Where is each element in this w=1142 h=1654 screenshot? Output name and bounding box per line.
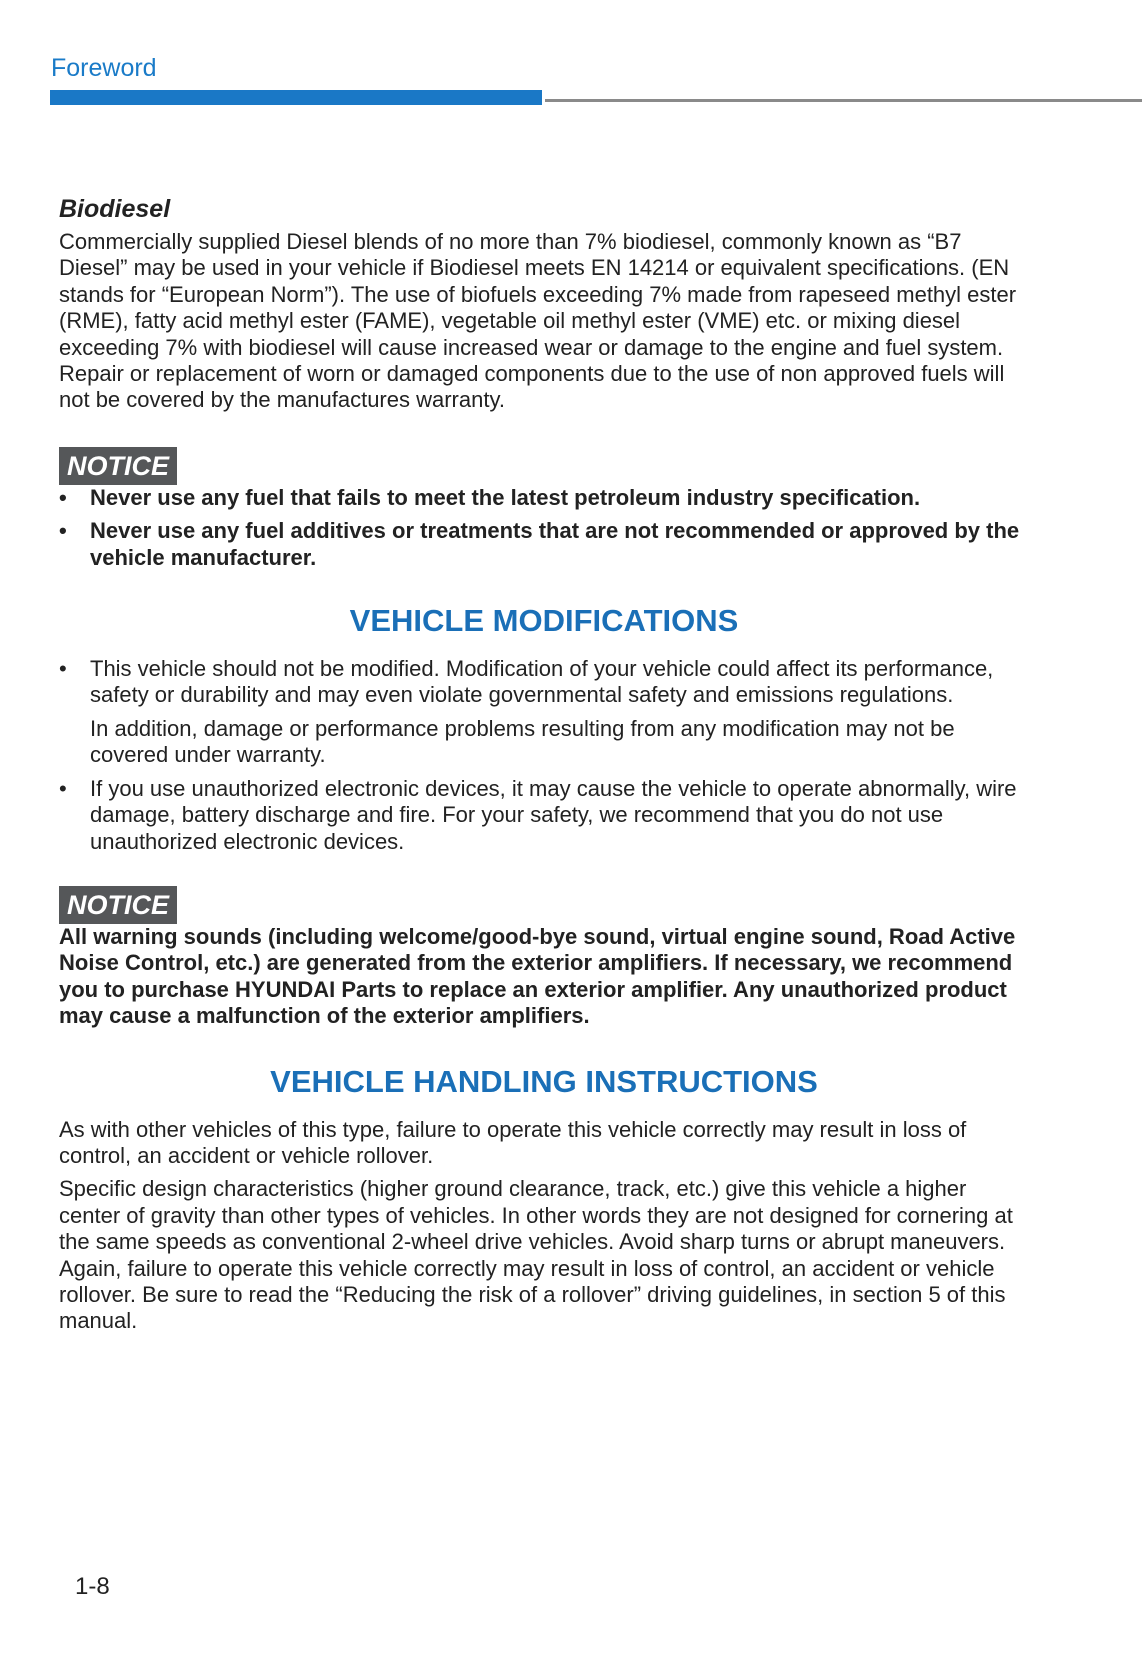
handling-para-1: As with other vehicles of this type, failure to operate this vehicle correctly may result in loss of control, an accident or vehicle rollover.: [59, 1116, 967, 1168]
bullet-icon: •: [59, 775, 67, 801]
notice-block-fuel: [59, 447, 1029, 571]
notice-body: All warning sounds (including welcome/good-bye sound, virtual engine sound, Road Active Noise Control, etc.) are generated from the exterior amplifiers. If necessary, we recommend you to purchase HYUNDAI Parts to replace an exterior amplifier. Any unauthorized product may cause a malfunction of the exterior amplifiers.: [59, 923, 1016, 1029]
modifications-list: [59, 656, 1029, 855]
handling-para-2: Specific design characteristics (higher ground clearance, track, etc.) give this vehicle a higher center of gravity than other types of vehicles. In other words they are not designed for cornering at the same speeds as conventional 2-wheel drive vehicles. Avoid sharp turns or abrupt maneuvers. Again, failure to operate this vehicle correctly may result in loss of control, an accident or vehicle rollover. Be sure to read the “Reducing the risk of a rollover” driving guidelines, in section 5 of this manual.: [59, 1176, 1013, 1334]
bullet-icon: •: [59, 484, 67, 510]
list-item: • If you use unauthorized electronic devices, it may cause the vehicle to operate abnormally, wire damage, battery discharge and fire. For your safety, we recommend that you do not use unauthorized electronic devices.: [59, 775, 1017, 854]
list-item-extra: In addition, damage or performance problems resulting from any modification may not be covered under warranty.: [90, 715, 955, 768]
biodiesel-heading: Biodiesel: [59, 195, 171, 223]
handling-title: VEHICLE HANDLING INSTRUCTIONS: [270, 1063, 818, 1099]
notice-label: NOTICE: [59, 447, 177, 485]
page-content: [59, 193, 1029, 1335]
section-label: Foreword: [51, 54, 157, 82]
notice-list: [59, 485, 1029, 571]
list-item: • Never use any fuel that fails to meet the latest petroleum industry specification.: [59, 484, 921, 510]
list-item: • This vehicle should not be modified. Modification of your vehicle could affect its performance, safety or durability and may even violate governmental safety and emissions regulations. In addition, damage or performance problems resulting from any modification may not be covered under warranty.: [59, 656, 1029, 769]
list-item: • Never use any fuel additives or treatments that are not recommended or approved by the vehicle manufacturer.: [59, 518, 1020, 570]
header-rule: [545, 99, 1142, 102]
notice-block-amplifier: [59, 886, 1029, 1030]
page-number: 1-8: [75, 1573, 110, 1600]
bullet-icon: •: [59, 518, 67, 544]
notice-label: NOTICE: [59, 886, 177, 924]
modifications-title: VEHICLE MODIFICATIONS: [349, 603, 739, 639]
header-rule-accent: [50, 90, 542, 105]
bullet-icon: •: [59, 656, 67, 682]
biodiesel-body: Commercially supplied Diesel blends of no more than 7% biodiesel, commonly known as “B7 Diesel” may be used in your vehicle if Biodiesel meets EN 14214 or equivalent specifications. (EN stands for “European Norm”). The use of biofuels exceeding 7% made from rapeseed methyl ester (RME), fatty acid methyl ester (FAME), vegetable oil methyl ester (VME) etc. or mixing diesel exceeding 7% with biodiesel will cause increased wear or damage to the engine and fuel system. Repair or replacement of worn or damaged components due to the use of non approved fuels will not be covered by the manufactures warranty.: [59, 229, 1017, 413]
